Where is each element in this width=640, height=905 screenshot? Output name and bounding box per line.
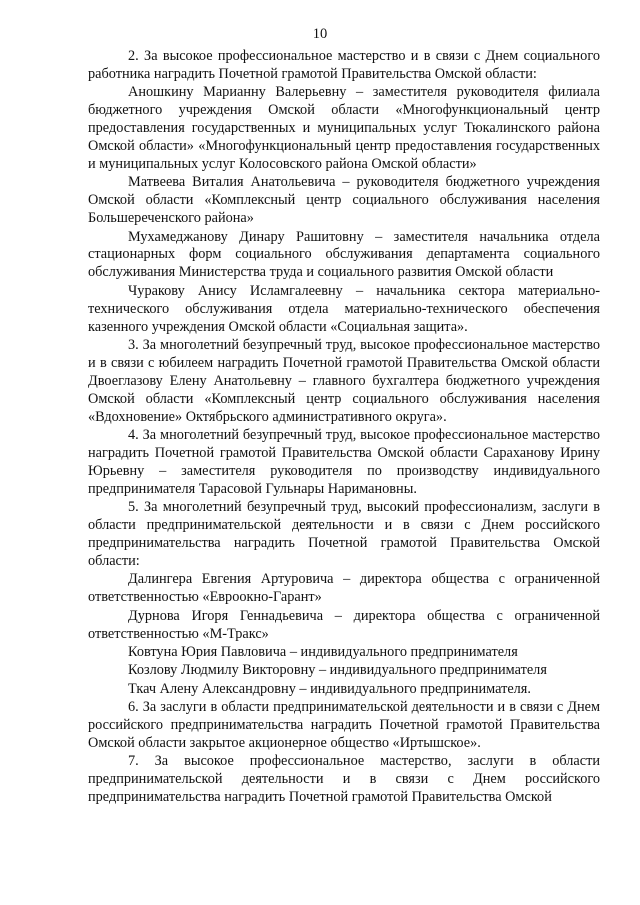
paragraph-item-3: 3. За многолетний безупречный труд, высокое профессиональное мастерство и в связи с юбилеем наградить Почетной грамотой Правительства Омской области Двоеглазову Елену Анатольевну – главного бухгалтера бюджетного учреждения Омской области «Комплексный центр социального обслуживания населения «Вдохновение» Октябрьского административного округа».: [88, 337, 600, 425]
paragraph-awardee-matveev: Матвеева Виталия Анатольевича – руководителя бюджетного учреждения Омской области «Комплексный центр социального обслуживания населения Большереченского района»: [88, 174, 600, 227]
paragraph-awardee-mukhamedzhanova: Мухамеджанову Динару Рашитовну – заместителя начальника отдела стационарных форм социального обслуживания департамента социального обслуживания Министерства труда и социального развития Омской области: [88, 228, 600, 281]
paragraph-awardee-anoshkina: Аношкину Марианну Валерьевну – заместителя руководителя филиала бюджетного учреждения Омской области «Многофункциональный центр предоставления государственных и муниципальных услуг Тюкалинского района Омской области» «Многофункциональный центр предоставления государственных и муниципальных услуг Колосовского района Омской области»: [88, 84, 600, 172]
paragraph-item-7: 7. За высокое профессиональное мастерство, заслуги в области предпринимательской деятельности и в связи с Днем российского предпринимательства наградить Почетной грамотой Правительства Омской: [88, 753, 600, 806]
page-number: 10: [312, 26, 328, 42]
paragraph-awardee-durnov: Дурнова Игоря Геннадьевича – директора общества с ограниченной ответственностью «М-Тракс»: [88, 607, 600, 642]
paragraph-awardee-tkach: Ткач Алену Александровну – индивидуального предпринимателя.: [128, 680, 531, 697]
paragraph-item-2-intro: 2. За высокое профессиональное мастерство и в связи с Днем социального работника наградить Почетной грамотой Правительства Омской области:: [88, 48, 600, 82]
paragraph-item-4: 4. За многолетний безупречный труд, высокое профессиональное мастерство наградить Почетной грамотой Правительства Омской области Сараханову Ирину Юрьевну – заместителя руководителя по производству индивидуального предпринимателя Тарасовой Гульнары Наримановны.: [88, 427, 600, 497]
document-body: [88, 48, 600, 807]
paragraph-item-6: 6. За заслуги в области предпринимательской деятельности и в связи с Днем российского предпринимательства наградить Почетной грамотой Правительства Омской области закрытое акционерное общество «Иртышское».: [88, 699, 600, 751]
paragraph-awardee-kozlova: Козлову Людмилу Викторовну – индивидуального предпринимателя: [128, 662, 547, 679]
paragraph-awardee-kovtun: Ковтуна Юрия Павловича – индивидуального предпринимателя: [128, 643, 518, 660]
paragraph-awardee-churakova: Чуракову Анису Исламгалеевну – начальника сектора материально-технического обслуживания отдела материально-технического обеспечения казенного учреждения Омской области «Социальная защита».: [88, 282, 600, 335]
paragraph-awardee-dalinger: Далингера Евгения Артуровича – директора общества с ограниченной ответственностью «Евроокно-Гарант»: [88, 571, 600, 606]
paragraph-item-5-intro: 5. За многолетний безупречный труд, высокий профессионализм, заслуги в области предпринимательской деятельности и в связи с Днем российского предпринимательства наградить Почетной грамотой Правительства Омской области:: [88, 499, 600, 569]
